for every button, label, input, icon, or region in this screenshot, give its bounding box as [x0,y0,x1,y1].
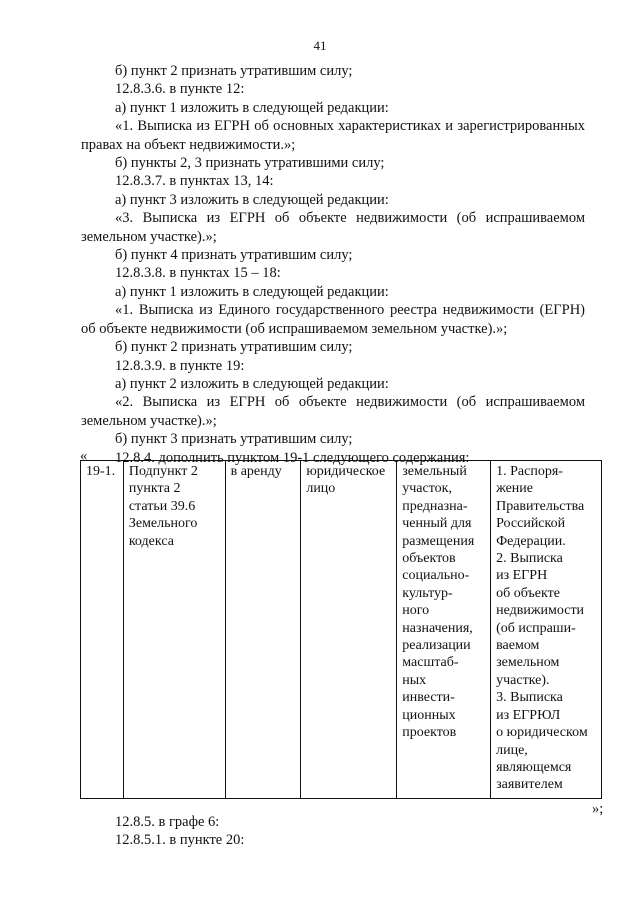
legal-basis [129,463,221,550]
applicant-cell [301,461,397,799]
continuation-text [81,813,585,850]
paragraph: 12.8.3.7. в пунктах 13, 14: [115,173,274,190]
required-documents [496,463,597,794]
cell-line: ченный для [402,516,472,532]
cell-line: культур- [402,585,453,601]
cell-line: участок, [402,481,452,497]
paragraph: б) пункт 3 признать утратившим силу; [115,431,353,448]
cell-line: (об испраши- [496,620,576,636]
cell-line: участке). [496,672,550,688]
paragraph: б) пункт 4 признать утратившим силу; [115,247,353,264]
cell-line: жение [496,481,534,497]
item-number-cell [81,461,124,799]
cell-line: назначения, [402,620,473,636]
paragraph: 12.8.3.9. в пункте 19: [115,357,245,374]
cell-line: Подпункт 2 [128,464,198,479]
page-number: 41 [313,38,327,53]
cell-line: земельном [496,655,560,671]
cell-line: ных [402,672,427,688]
cell-line: инвести- [402,690,455,706]
cell-line: реализации [402,638,471,654]
cell-line: пункта 2 [128,481,181,497]
cell-line: ционных [402,707,456,723]
paragraph: «3. Выписка из ЕГРН об объекте недвижимости (об испрашиваемом земельном участке).»; [81,210,585,245]
documents-cell [491,461,602,799]
cell-line: масштаб- [402,655,459,671]
cell-line: статьи 39.6 [128,498,196,514]
paragraph: 12.8.4. дополнить пунктом 19-1 следующего содержания: [115,449,470,466]
cell-line: лицо [306,481,336,497]
cell-line: Российской [496,516,566,532]
paragraph: б) пункт 2 признать утратившим силу; [115,63,353,79]
applicant [306,463,392,498]
cell-line: проектов [402,725,457,741]
cell-line: 3. Выписка [496,690,563,706]
cell-line: объектов [402,551,456,567]
paragraph: б) пункты 2, 3 признать утратившими силу; [115,155,385,172]
cell-line: кодекса [128,533,174,549]
paragraph: «1. Выписка из ЕГРН об основных характеристиках и зарегистрированных правах на объект недвижимости.»; [81,118,585,153]
right-type-cell [225,461,301,799]
land-object-cell [397,461,491,799]
item-number: 19-1. [86,464,116,479]
paragraph: «1. Выписка из Единого государственного реестра недвижимости (ЕГРН) об объекте недвижимости (об испрашиваемом земельном участке).»; [81,302,585,337]
amendment-text [81,62,585,467]
paragraph: 12.8.3.8. в пунктах 15 – 18: [115,265,281,282]
paragraph: 12.8.3.6. в пункте 12: [115,81,245,98]
right-type: в аренду [230,464,282,479]
inserted-table [80,460,602,799]
paragraph: а) пункт 2 изложить в следующей редакции: [115,375,389,392]
opening-quote-mark: « [80,448,88,464]
cell-line: лице, [496,742,528,758]
paragraph: а) пункт 1 изложить в следующей редакции: [115,99,389,116]
cell-line: предназна- [402,498,468,514]
cell-line: социально- [402,568,470,584]
cell-line: недвижимости [496,603,585,619]
cell-line: об объекте [496,585,560,601]
cell-line: из ЕГРЮЛ [496,707,561,723]
cell-line: земельный [402,464,467,479]
cell-line: Федерации. [496,533,566,549]
table-row [81,461,602,799]
paragraph: «2. Выписка из ЕГРН об объекте недвижимости (об испрашиваемом земельном участке).»; [81,394,585,429]
cell-line: из ЕГРН [496,568,548,584]
legal-basis-cell [123,461,225,799]
paragraph: 12.8.5.1. в пункте 20: [115,832,245,849]
cell-line: ваемом [496,638,540,654]
cell-line: Правительства [496,498,585,514]
cell-line: юридическое [306,464,386,479]
closing-quote-mark: »; [592,801,604,817]
land-object [402,463,486,742]
cell-line: о юридическом [496,725,588,741]
cell-line: 2. Выписка [496,551,563,567]
cell-line: ного [402,603,430,619]
paragraph: 12.8.5. в графе 6: [115,814,220,830]
cell-line: 1. Распоря- [496,464,563,479]
cell-line: размещения [402,533,475,549]
cell-line: Земельного [128,516,198,532]
cell-line: заявителем [496,777,563,793]
paragraph: а) пункт 3 изложить в следующей редакции: [115,191,389,208]
paragraph: а) пункт 1 изложить в следующей редакции: [115,283,389,300]
paragraph: б) пункт 2 признать утратившим силу; [115,339,353,356]
cell-line: являющемся [496,759,572,775]
